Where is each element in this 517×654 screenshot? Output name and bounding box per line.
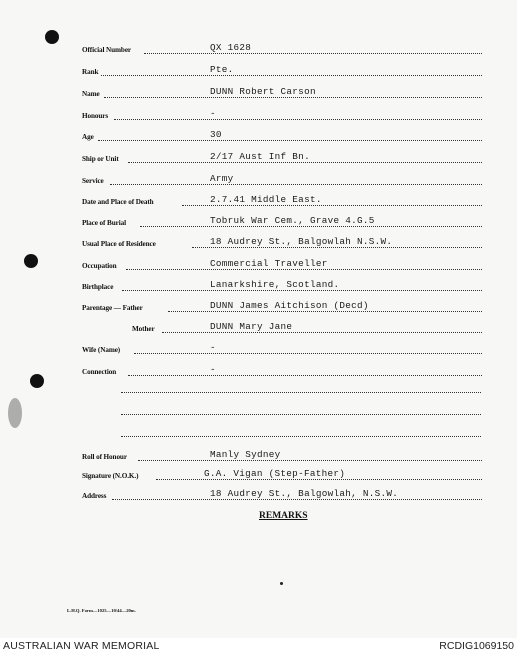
field-service [82, 173, 482, 187]
field-value: Army [210, 173, 234, 184]
dotted-line [104, 97, 482, 98]
dotted-line [138, 460, 482, 461]
field-roll-of-honour [82, 449, 482, 463]
field-label: Official Number [82, 46, 132, 54]
dotted-line [110, 184, 482, 185]
dotted-line [168, 311, 482, 312]
field-value: DUNN Mary Jane [210, 321, 293, 332]
field-parentage-father [82, 300, 482, 314]
field-value: DUNN Robert Carson [210, 86, 316, 97]
form-number: L.H.Q. Form—1025—10/44—20m. [67, 608, 136, 613]
field-rank [82, 64, 482, 78]
field-connection [82, 364, 482, 378]
field-value: - [210, 364, 216, 375]
field-signature-nok [82, 468, 482, 482]
field-value: Manly Sydney [210, 449, 281, 460]
dotted-line [128, 375, 482, 376]
punch-hole-lower [30, 374, 44, 388]
punch-hole-top [45, 30, 59, 44]
field-usual-residence [82, 236, 482, 250]
field-date-place-death [82, 194, 482, 208]
field-value: Tobruk War Cem., Grave 4.G.5 [210, 215, 375, 226]
dotted-line [112, 499, 482, 500]
dotted-line [140, 226, 482, 227]
field-label: Rank [82, 68, 99, 76]
connection-blank-line [121, 436, 481, 437]
field-value: 18 Audrey St., Balgowlah N.S.W. [210, 236, 393, 247]
field-value: QX 1628 [210, 42, 252, 53]
dotted-line [144, 53, 482, 54]
field-label: Place of Burial [82, 219, 127, 227]
field-label: Mother [132, 325, 155, 333]
field-label: Age [82, 133, 94, 141]
field-label: Address [82, 492, 107, 500]
field-official-number [82, 42, 482, 56]
field-value: - [210, 342, 216, 353]
dotted-line [128, 162, 482, 163]
punch-hole-middle [24, 254, 38, 268]
field-name [82, 86, 482, 100]
field-label: Wife (Name) [82, 346, 121, 354]
dotted-line [122, 290, 482, 291]
dotted-line [192, 247, 482, 248]
field-label: Ship or Unit [82, 155, 119, 163]
dotted-line [126, 269, 482, 270]
field-label: Roll of Honour [82, 453, 127, 461]
field-wife [82, 342, 482, 356]
field-value: 18 Audrey St., Balgowlah, N.S.W. [210, 488, 399, 499]
field-value: Lanarkshire, Scotland. [210, 279, 340, 290]
field-label: Connection [82, 368, 117, 376]
field-value: 30 [210, 129, 222, 140]
field-value: - [210, 108, 216, 119]
dotted-line [101, 75, 482, 76]
dotted-line [156, 479, 482, 480]
field-label: Occupation [82, 262, 117, 270]
connection-blank-line [121, 392, 481, 393]
field-address [82, 488, 482, 502]
ink-speck [8, 398, 22, 428]
connection-blank-line [121, 414, 481, 415]
dotted-line [98, 140, 482, 141]
field-label: Service [82, 177, 104, 185]
field-honours [82, 108, 482, 122]
dotted-line [182, 205, 482, 206]
ink-speck [280, 582, 283, 585]
field-ship-or-unit [82, 151, 482, 165]
field-label: Date and Place of Death [82, 198, 154, 206]
dotted-line [134, 353, 482, 354]
field-value: G.A. Vigan (Step-Father) [204, 468, 346, 479]
footer-institution: AUSTRALIAN WAR MEMORIAL [3, 640, 160, 652]
footer-record-id: RCDIG1069150 [439, 640, 514, 652]
field-value: DUNN James Aitchison (Decd) [210, 300, 369, 311]
field-label: Birthplace [82, 283, 114, 291]
dotted-line [114, 119, 482, 120]
field-label: Honours [82, 112, 109, 120]
field-value: 2.7.41 Middle East. [210, 194, 322, 205]
field-label: Parentage — Father [82, 304, 143, 312]
field-birthplace [82, 279, 482, 293]
archive-footer [0, 638, 517, 654]
dotted-line [162, 332, 482, 333]
remarks-heading: REMARKS [259, 511, 308, 521]
field-place-of-burial [82, 215, 482, 229]
field-occupation [82, 258, 482, 272]
field-label: Name [82, 90, 100, 98]
field-label: Usual Place of Residence [82, 240, 156, 248]
field-value: Pte. [210, 64, 234, 75]
field-value: 2/17 Aust Inf Bn. [210, 151, 310, 162]
field-label: Signature (N.O.K.) [82, 472, 139, 480]
field-value: Commercial Traveller [210, 258, 328, 269]
field-parentage-mother [82, 321, 482, 335]
field-age [82, 129, 482, 143]
